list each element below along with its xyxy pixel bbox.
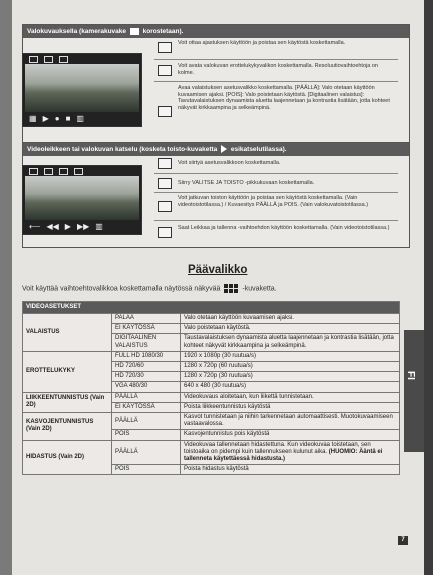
language-tab: FI (404, 330, 424, 452)
table-header: VIDEOASETUKSET (23, 302, 400, 314)
playback-section-header: Videoleikkeen tai valokuvan katselu (kosketa toisto-kuvaketta esikatselutilassa). (23, 143, 409, 156)
group-label-kasvojentunnistus: KASVOJENTUNNISTUS (Vain 2D) (23, 413, 112, 441)
table-row: VGA 480/30 640 x 480 (30 ruutua/s) (23, 382, 400, 392)
slideshow-icon (158, 201, 172, 212)
manual-page (12, 0, 424, 575)
menu-icon: ▦ (29, 114, 37, 123)
table-row: HD 720/60 1280 x 720p (60 ruutua/s) (23, 362, 400, 372)
list-item: Voit avata valokuvan erottelukykyvalikon koskettamalla. Resoluutiovaihtoehtoja on kolme. (154, 59, 398, 82)
table-header-row (23, 302, 400, 314)
list-item: Voit ottaa ajastuksen käyttöön ja poistaa sen käytöstä koskettamalla. (154, 37, 398, 59)
page-title: Päävalikko (188, 264, 248, 276)
timer-icon (29, 56, 38, 63)
playback-screen-preview (22, 165, 142, 235)
rewind-icon: ◀◀ (46, 222, 59, 231)
back-arrow-icon: ⟵ (29, 222, 41, 231)
menu-grid-icon (158, 158, 172, 169)
list-item: Avaa valaistuksen asetusvalikko koskettamalla. [PÄÄLLÄ]: Valo otetaan käyttöön kuvaamisen ajaksi. [POIS]: Valo poistetaan käytöstä. [Digitaalinen valaistus]: Tavutavalaistuksen dynaamista aluetta laajennetaan ja kontrastia lisätään, jotta kohteet näkyvät kirkkaampina ja selkeämpinä. (154, 81, 398, 144)
list-item: Voit siirtyä asetusvalikkoon koskettamalla. (154, 155, 398, 173)
play-icon (221, 145, 227, 153)
resolution-icon (44, 56, 53, 63)
trash-icon: ▥ (76, 114, 84, 123)
table-row: EROTTELUKYKY FULL HD 1080/30 1920 x 1080p (30 ruutua/s) (23, 351, 400, 361)
select-icon (158, 178, 172, 189)
table-row: VALAISTUS PALAA Valo otetaan käyttöön kuvaamisen ajaksi. (23, 314, 400, 324)
photo-mode-icon (158, 65, 172, 76)
forward-icon: ▶▶ (76, 222, 90, 231)
camera-icon (130, 28, 139, 35)
list-item: Voit jatkuvan toiston käyttöön ja poistaa sen käytöstä koskettamalla. (Vain videotoistotilassa.) / Kuvaesitys PÄÄLLÄ ja POIS. (Vain valokuvatoistotilassa.) (154, 192, 398, 221)
list-item: Siirry VALITSE JA TOISTO -pikkukuvaan koskettamalla. (154, 173, 398, 193)
photo-mode-screen-preview (22, 53, 142, 127)
cut-icon (158, 227, 172, 238)
scan-edge-right (424, 0, 433, 575)
menu-grid-icon (224, 284, 238, 293)
video-settings-table (22, 301, 400, 475)
page-number: 7 (398, 536, 408, 545)
menu-icon (29, 168, 38, 175)
select-icon (44, 168, 53, 175)
preview-scene-image (25, 64, 139, 112)
record-icon: ■ (65, 114, 71, 123)
table-row: LIIKKEENTUNNISTUS (Vain 2D) PÄÄLLÄ Videokuvaus aloitetaan, kun liikettä tunnistetaan. (23, 392, 400, 402)
table-row: HD 720/30 1280 x 720p (30 ruutua/s) (23, 372, 400, 382)
group-label-liikkeentunnistus: LIIKKEENTUNNISTUS (Vain 2D) (23, 392, 112, 412)
table-row: KASVOJENTUNNISTUS (Vain 2D) PÄÄLLÄ Kasvot tunnistetaan ja niihin tarkennetaan automaattisesti. Muotokuvaamiseen vastaavalossa. (23, 413, 400, 430)
table-row: DIGITAALINEN VALAISTUS Taustavalaistuksen dynaamista aluetta laajennetaan ja kontrastia lisätään, jotta kohteet näkyvät kirkkaampina ja selkeämpinä. (23, 334, 400, 351)
table-row: POIS Kasvojentunnistus pois käytöstä (23, 430, 400, 440)
stabilizer-icon (158, 106, 172, 117)
list-item: Saat Leikkaa ja tallenna -vaihtoehdon käyttöön koskettamalla. (Vain videotoistotilassa.) (154, 220, 398, 245)
light-icon (59, 56, 68, 63)
play-icon: ▶ (42, 114, 49, 123)
scan-edge-left (0, 0, 12, 575)
table-row: EI KÄYTÖSSÄ Valo poistetaan käytöstä. (23, 324, 400, 334)
camera-shutter-icon: ● (54, 114, 60, 123)
back-icon (158, 42, 172, 53)
table-row: POIS Poista hidastus käytöstä (23, 465, 400, 475)
group-label-hidastus: HIDASTUS (Vain 2D) (23, 440, 112, 475)
trash-icon: ▥ (95, 222, 103, 231)
table-row: EI KÄYTÖSSÄ Poista liikkeentunnistus käytöstä (23, 402, 400, 412)
photo-mode-section-header: Valokuvauksella (kamerakuvake korostetaan). (23, 25, 409, 38)
group-label-erottelukyky: EROTTELUKYKY (23, 351, 112, 392)
intro-text: Voit käyttää vaihtoehtovalikkoa koskettamalla näytössä näkyvää -kuvaketta. (22, 285, 277, 293)
play-icon: ▶ (64, 222, 71, 231)
table-row: HIDASTUS (Vain 2D) PÄÄLLÄ Videokuvaa tallennetaan hidastettuna. Kun videokuvaa toistetaan, sen toistoaika on pidempi kuin tallennukseen kulunut aika. (HUOMIO: Ääntä ei tallenneta käytettäessä hidastusta.) (23, 440, 400, 465)
cut-icon (74, 168, 83, 175)
preview-scene-image (25, 176, 139, 220)
group-label-valaistus: VALAISTUS (23, 314, 112, 352)
slideshow-icon (59, 168, 68, 175)
